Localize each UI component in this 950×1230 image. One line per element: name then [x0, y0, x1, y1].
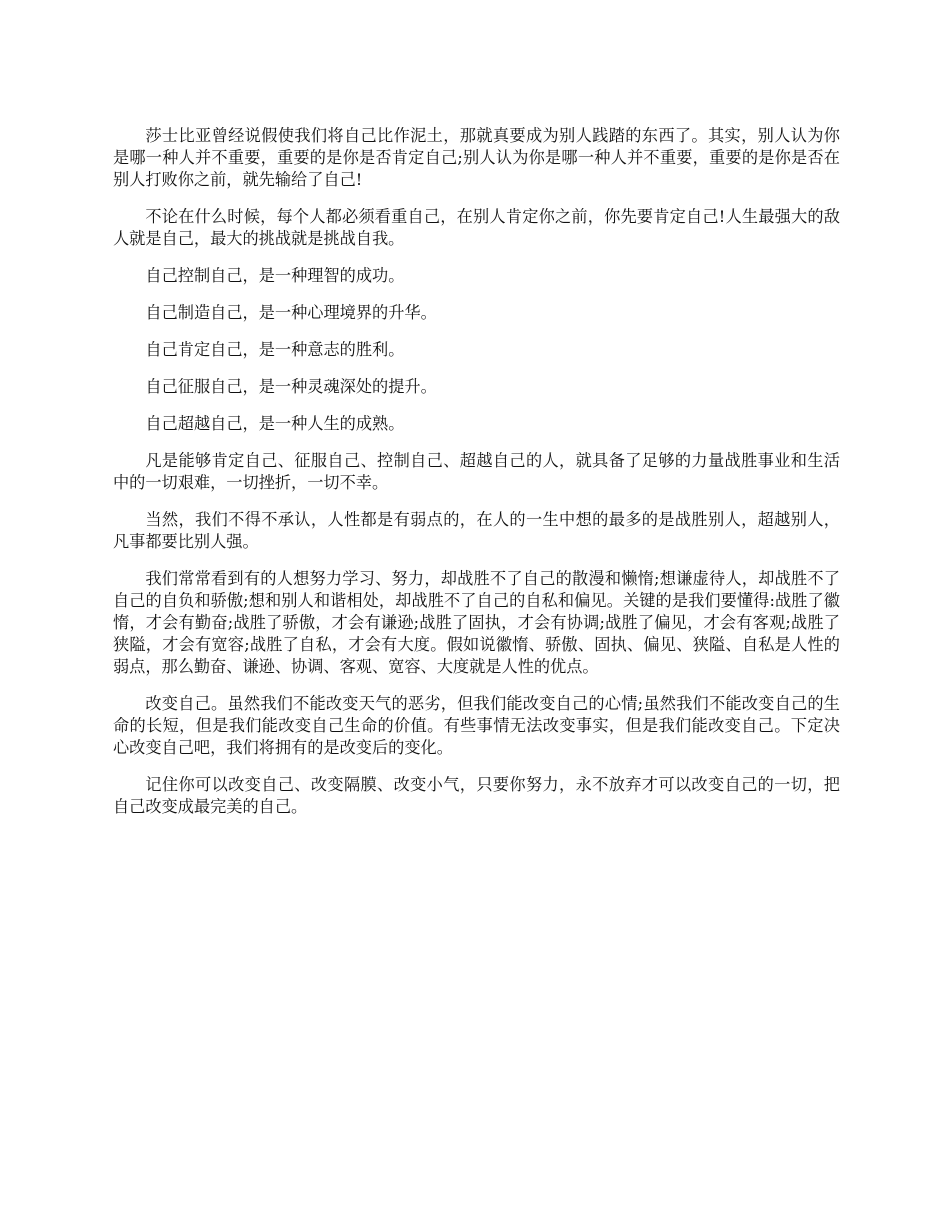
paragraph-12: 记住你可以改变自己、改变隔膜、改变小气，只要你努力，永不放弃才可以改变自己的一切，把自己改变成最完美的自己。 [113, 775, 840, 816]
paragraph-6: 自己征服自己，是一种灵魂深处的提升。 [145, 377, 437, 396]
paragraph-2: 不论在什么时候，每个人都必须看重自己，在别人肯定你之前，你先要肯定自己!人生最强大的敌人就是自己，最大的挑战就是挑战自我。 [113, 207, 840, 248]
paragraph-1: 莎士比亚曾经说假使我们将自己比作泥土，那就真要成为别人践踏的东西了。其实，别人认为你是哪一种人并不重要，重要的是你是否肯定自己;别人认为你是哪一种人并不重要，重要的是你是否在别人打败你之前，就先输给了自己! [113, 126, 840, 189]
paragraph-10: 我们常常看到有的人想努力学习、努力，却战胜不了自己的散漫和懒惰;想谦虚待人，却战胜不了自己的自负和骄傲;想和别人和谐相处，却战胜不了自己的自私和偏见。关键的是我们要懂得:战胜了徽惰，才会有勤奋;战胜了骄傲，才会有谦逊;战胜了固执，才会有协调;战胜了偏见，才会有客观;战胜了狭隘，才会有宽容;战胜了自私，才会有大度。假如说徽惰、骄傲、固执、偏见、狭隘、自私是人性的弱点，那么勤奋、谦逊、协调、客观、宽容、大度就是人性的优点。 [113, 569, 840, 676]
paragraph-9: 当然，我们不得不承认，人性都是有弱点的，在人的一生中想的最多的是战胜别人，超越别人，凡事都要比别人强。 [113, 510, 840, 551]
paragraph-4: 自己制造自己，是一种心理境界的升华。 [145, 303, 437, 322]
paragraph-3: 自己控制自己，是一种理智的成功。 [145, 266, 405, 285]
document-body [113, 125, 840, 833]
paragraph-5: 自己肯定自己，是一种意志的胜利。 [145, 340, 405, 359]
paragraph-7: 自己超越自己，是一种人生的成熟。 [145, 414, 405, 433]
paragraph-8: 凡是能够肯定自己、征服自己、控制自己、超越自己的人，就具备了足够的力量战胜事业和生活中的一切艰难，一切挫折，一切不幸。 [113, 451, 840, 492]
paragraph-11: 改变自己。虽然我们不能改变天气的恶劣，但我们能改变自己的心情;虽然我们不能改变自己的生命的长短，但是我们能改变自己生命的价值。有些事情无法改变事实，但是我们能改变自己。下定决心改变自己吧，我们将拥有的是改变后的变化。 [113, 694, 840, 757]
